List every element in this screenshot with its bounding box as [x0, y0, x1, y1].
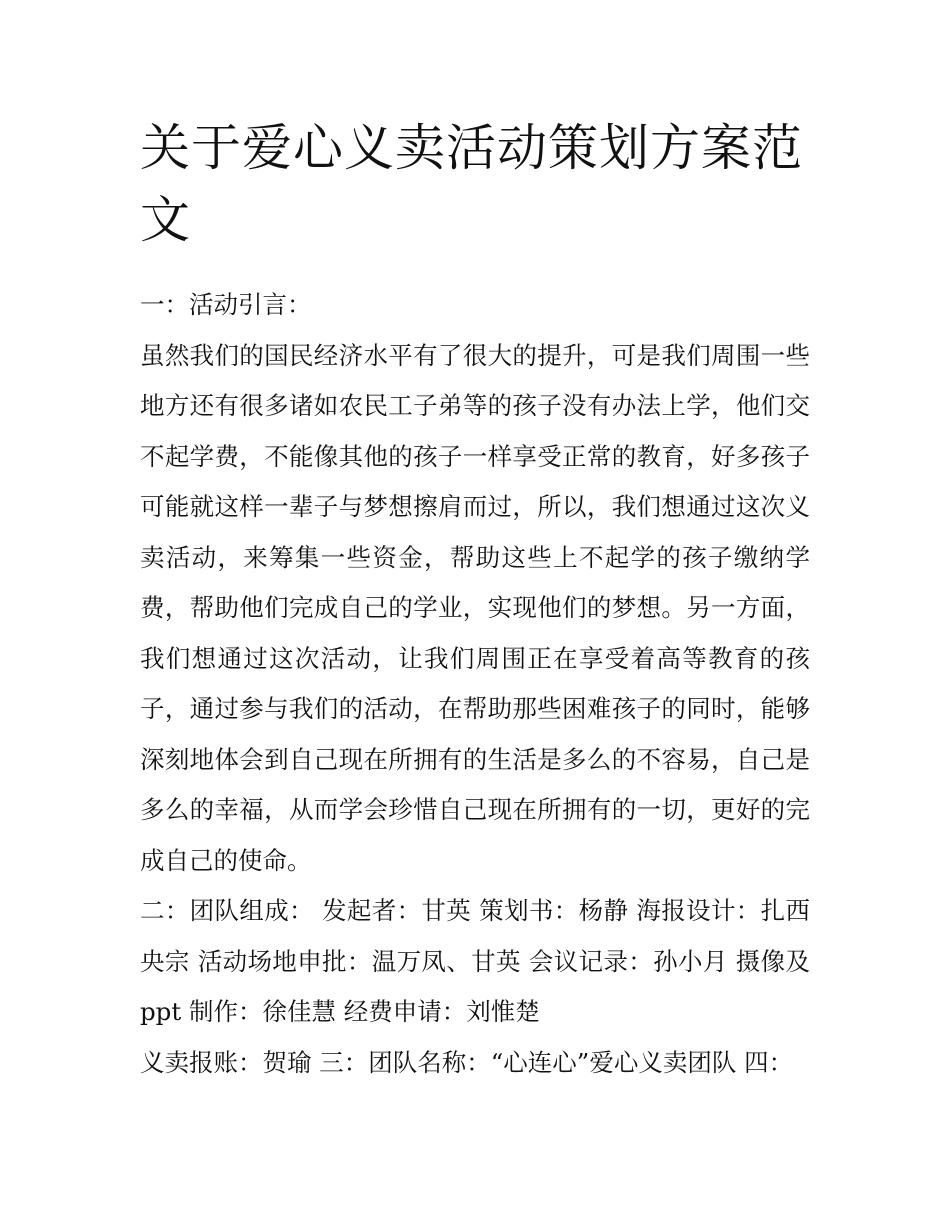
- team-composition-paragraph: 二：团队组成： 发起者：甘英 策划书：杨静 海报设计：扎西央宗 活动场地申批：温万凤、甘英 会议记录：孙小月 摄像及ppt 制作：徐佳慧 经费申请：刘惟楚: [140, 896, 810, 1026]
- section-heading-intro: 一：活动引言：: [140, 290, 312, 319]
- intro-paragraph: 虽然我们的国民经济水平有了很大的提升，可是我们周围一些地方还有很多诸如农民工子弟等的孩子没有办法上学，他们交不起学费，不能像其他的孩子一样享受正常的教育，好多孩子可能就这样一辈子与梦想擦肩而过，所以，我们想通过这次义卖活动，来筹集一些资金，帮助这些上不起学的孩子缴纳学费，帮助他们完成自己的学业，实现他们的梦想。另一方面，我们想通过这次活动，让我们周围正在享受着高等教育的孩子，通过参与我们的活动，在帮助那些困难孩子的同时，能够深刻地体会到自己现在所拥有的生活是多么的不容易，自己是多么的幸福，从而学会珍惜自己现在所拥有的一切，更好的完成自己的使命。: [140, 340, 810, 875]
- document-body: [140, 280, 810, 1088]
- team-name-paragraph: 义卖报账：贺瑜 三：团队名称：“心连心”爱心义卖团队 四：: [140, 1047, 794, 1077]
- document-title: 关于爱心义卖活动策划方案范文: [140, 119, 803, 249]
